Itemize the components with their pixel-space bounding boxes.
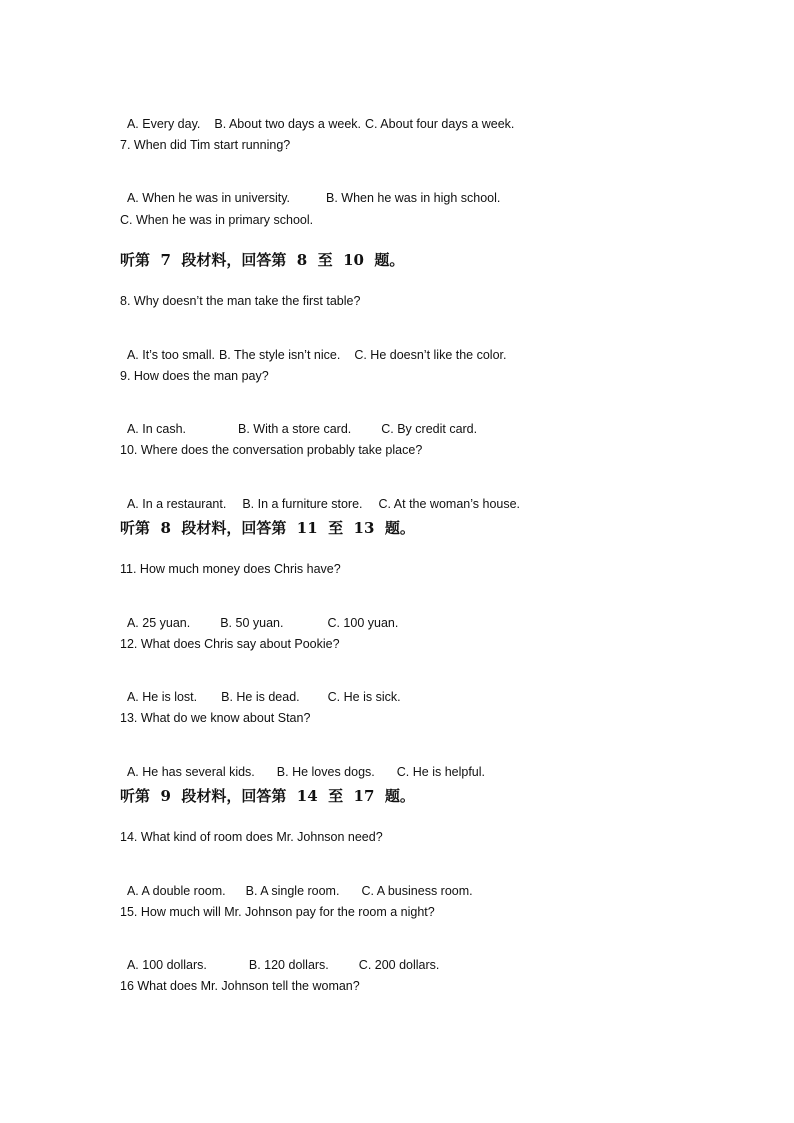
option-a: A. When he was in university. — [126, 191, 290, 205]
option-b: B. A single room. — [245, 884, 340, 898]
question-9-options — [120, 405, 477, 437]
option-a: A. In cash. — [126, 422, 187, 436]
option-c: C. About four days a week. — [365, 117, 515, 131]
option-b: B. With a store card. — [238, 422, 352, 436]
option-a: A. A double room. — [126, 884, 226, 898]
option-b: B. The style isn’t nice. — [218, 348, 341, 362]
option-c: C. He is sick. — [327, 690, 401, 704]
option-c: C. At the woman’s house. — [378, 497, 521, 511]
question-9-text: 9. How does the man pay? — [120, 369, 269, 383]
question-12-options — [120, 673, 401, 705]
option-c: C. He is helpful. — [396, 765, 485, 779]
option-c: C. He doesn’t like the color. — [354, 348, 507, 362]
question-10-options — [120, 480, 520, 512]
option-b: B. When he was in high school. — [325, 191, 501, 205]
question-6-options — [120, 100, 514, 132]
option-c: C. 200 dollars. — [358, 958, 440, 972]
question-13-text: 13. What do we know about Stan? — [120, 711, 311, 725]
option-a: A. 25 yuan. — [126, 616, 191, 630]
option-c: C. 100 yuan. — [327, 616, 399, 630]
question-11-options — [120, 599, 398, 631]
question-8-text: 8. Why doesn’t the man take the first table? — [120, 294, 361, 308]
option-a: A. Every day. — [126, 117, 201, 131]
question-12-text: 12. What does Chris say about Pookie? — [120, 637, 340, 651]
option-b: B. He loves dogs. — [276, 765, 375, 779]
question-15-options — [120, 941, 439, 973]
option-b: B. 50 yuan. — [220, 616, 284, 630]
question-10-text: 10. Where does the conversation probably take place? — [120, 443, 423, 457]
question-13-options — [120, 748, 485, 780]
option-a: A. He has several kids. — [126, 765, 255, 779]
question-7-text: 7. When did Tim start running? — [120, 138, 291, 152]
question-15-text: 15. How much will Mr. Johnson pay for the room a night? — [120, 905, 435, 919]
option-a: A. In a restaurant. — [126, 497, 227, 511]
option-b: B. About two days a week. — [214, 117, 361, 131]
option-b: B. He is dead. — [221, 690, 300, 704]
option-a: A. It’s too small. — [126, 348, 215, 362]
question-14-text: 14. What kind of room does Mr. Johnson need? — [120, 830, 383, 844]
option-a: A. He is lost. — [126, 690, 198, 704]
option-c: C. By credit card. — [381, 422, 478, 436]
option-c: C. A business room. — [361, 884, 473, 898]
option-b: B. In a furniture store. — [242, 497, 363, 511]
option-b: B. 120 dollars. — [248, 958, 329, 972]
question-7-options — [120, 174, 500, 206]
question-8-options — [120, 331, 506, 363]
option-a: A. 100 dollars. — [126, 958, 207, 972]
question-7-option-c: C. When he was in primary school. — [120, 213, 314, 227]
section-heading-7: 听第 7 段材料，回答第 8 至 10 题。 — [120, 251, 405, 269]
section-heading-9: 听第 9 段材料，回答第 14 至 17 题。 — [120, 787, 415, 805]
question-14-options — [120, 867, 473, 899]
section-heading-8: 听第 8 段材料，回答第 11 至 13 题。 — [120, 519, 415, 537]
question-16-text: 16 What does Mr. Johnson tell the woman? — [120, 979, 360, 993]
question-11-text: 11. How much money does Chris have? — [120, 562, 341, 576]
